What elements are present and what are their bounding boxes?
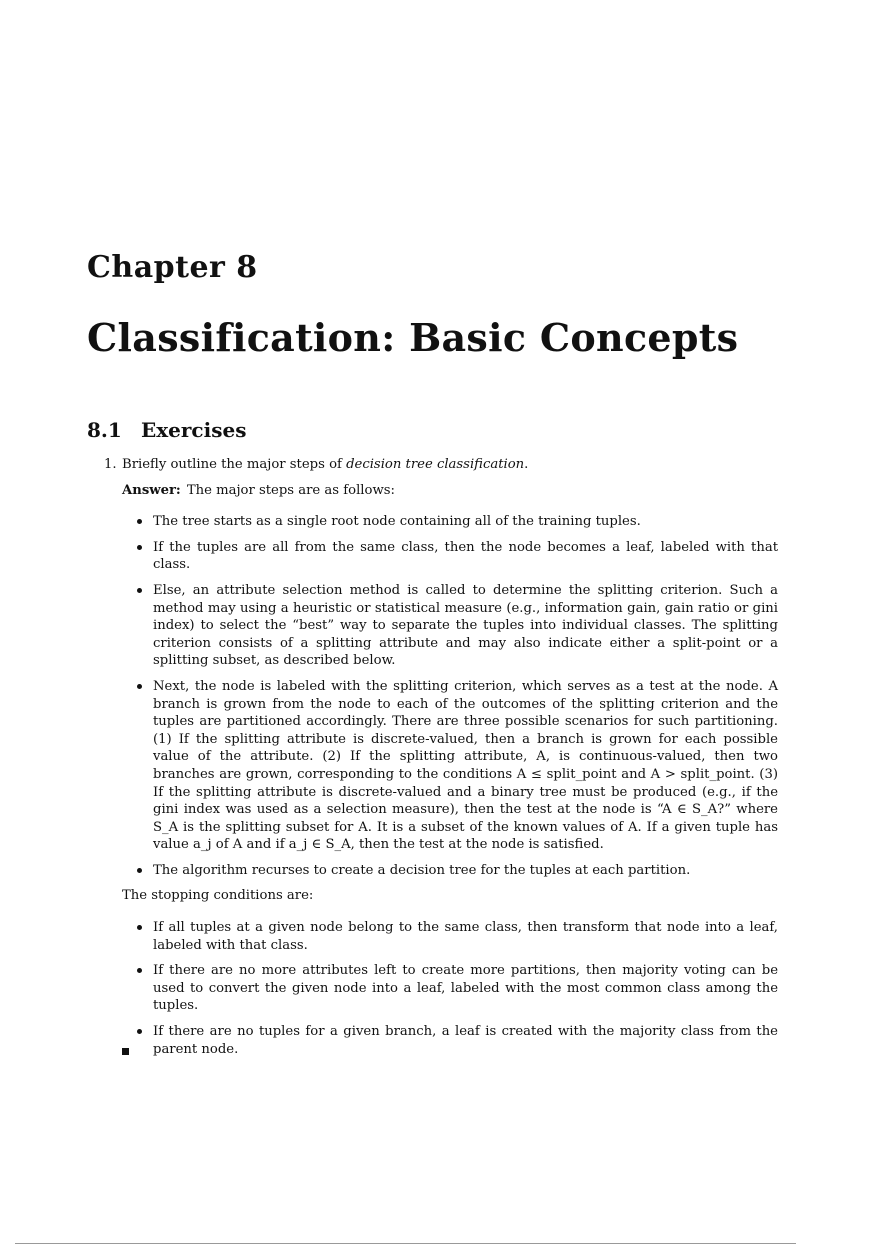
list-item: If there are no more attributes left to create more partitions, then majority voting can be used to convert the given node into a leaf, labeled with the most common class among the tuples. (153, 963, 778, 1014)
end-of-proof-icon (122, 1048, 129, 1055)
exercise-content (104, 456, 778, 1066)
list-item: If the tuples are all from the same class, then the node becomes a leaf, labeled with that class. (153, 539, 778, 573)
stopping-list (122, 919, 778, 1058)
list-item: The algorithm recurses to create a decision tree for the tuples at each partition. (153, 862, 778, 880)
list-item: If all tuples at a given node belong to the same class, then transform that node into a leaf, labeled with that class. (153, 920, 778, 953)
answer-intro (122, 482, 778, 500)
chapter-title: Classification: Basic Concepts (87, 315, 739, 360)
section-number: 8.1 (87, 418, 122, 442)
steps-list (122, 513, 778, 879)
answer-label: Answer: (122, 482, 181, 498)
list-item: If there are no tuples for a given branch, a leaf is created with the majority class from the parent node. (153, 1024, 778, 1057)
question-emphasis: decision tree classification (346, 457, 525, 472)
stopping-intro: The stopping conditions are: (122, 888, 314, 904)
question-text: Briefly outline the major steps of (122, 457, 347, 472)
list-item: The tree starts as a single root node containing all of the training tuples. (153, 513, 778, 531)
answer-intro-text: The major steps are as follows: (186, 482, 395, 498)
footer-divider (15, 1243, 796, 1244)
chapter-label: Chapter 8 (87, 250, 258, 285)
question: 1. Briefly outline the major steps of decision tree classification. (104, 457, 529, 472)
section-title: Exercises (141, 418, 247, 442)
section-heading (87, 418, 246, 442)
list-item: Next, the node is labeled with the splitting criterion, which serves as a test at the node. A branch is grown from the node to each of the outcomes of the splitting criterion and the tuples are partitioned accordingly. There are three possible scenarios for such partitioning. (1) If the splitting attribute is discrete-valued, then a branch is grown for each possible value of the attribute. (2) If the splitting attribute, A, is continuous-valued, then two branches are grown, corresponding to the conditions A ≤ split_point and A > split_point. (3) If the splitting attribute is discrete-valued and a binary tree must be produced (e.g., if the gini index was used as a selection measure), then the test at the node is “A ∈ S_A?” where S_A is the splitting subset for A. It is a subset of the known values of A. If a given tuple has value a_j of A and if a_j ∈ S_A, then the test at the node is satisfied. (153, 678, 778, 853)
list-item: Else, an attribute selection method is called to determine the splitting criterion. Such a method may using a heuristic or statistical measure (e.g., information gain, gain ratio or gini index) to select the “best” way to separate the tuples into individual classes. The splitting criterion consists of a splitting attribute and may also indicate either a split-point or a splitting subset, as described below. (153, 582, 778, 669)
